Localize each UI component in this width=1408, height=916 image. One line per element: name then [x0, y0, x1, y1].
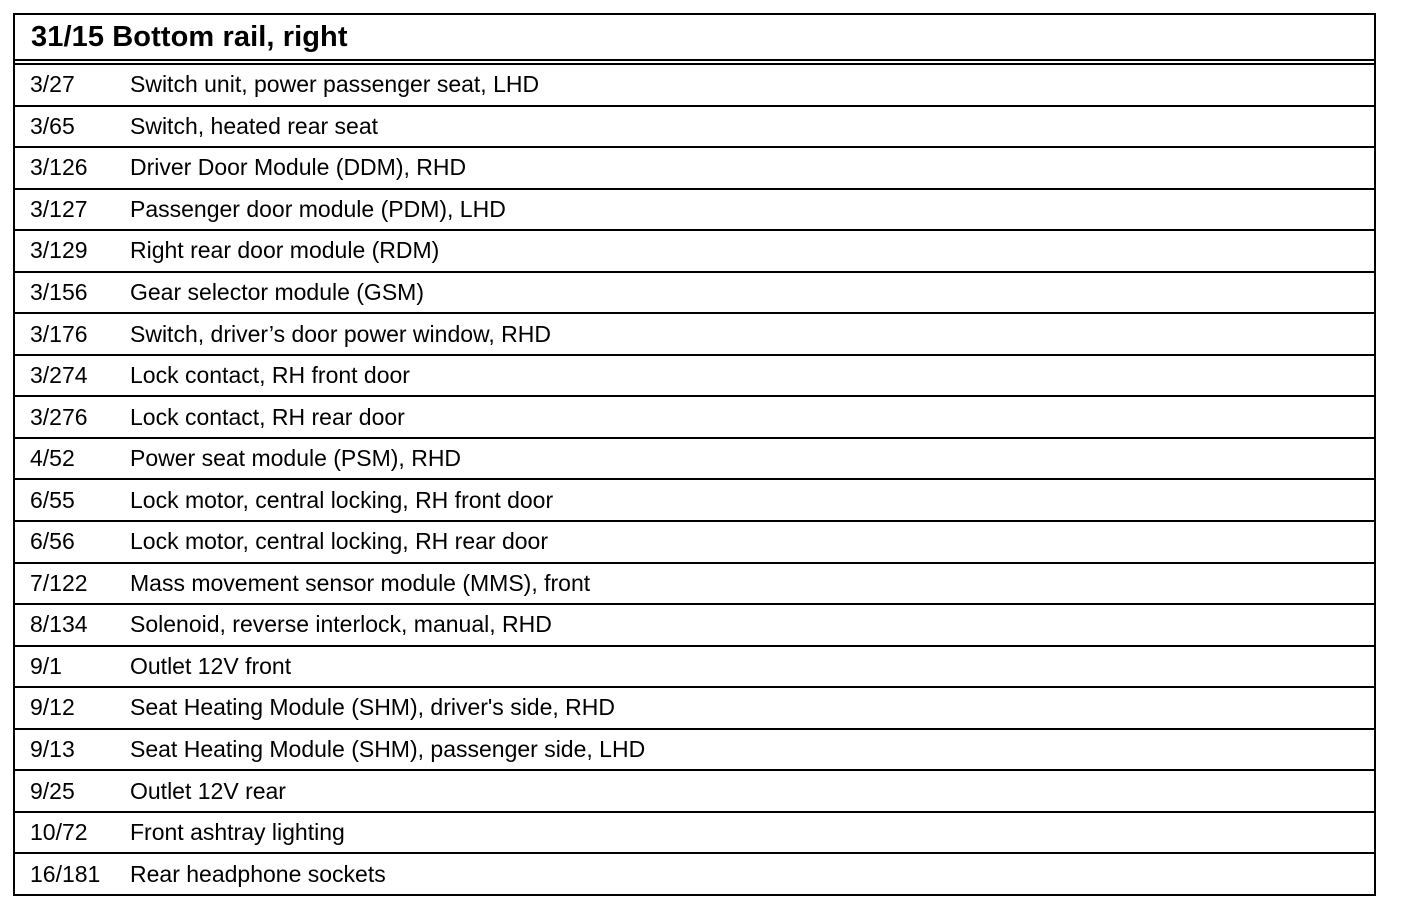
- table-row: [15, 852, 1374, 894]
- component-description: Lock contact, RH front door: [130, 362, 410, 389]
- component-description: Lock motor, central locking, RH front door: [130, 486, 554, 513]
- table-row: [15, 395, 1374, 437]
- component-code: 3/129: [30, 237, 88, 264]
- table-row: [15, 229, 1374, 271]
- component-description: Front ashtray lighting: [130, 819, 345, 846]
- table-row: [15, 188, 1374, 230]
- table-row: [15, 354, 1374, 396]
- table-row: [15, 769, 1374, 811]
- component-description: Switch, heated rear seat: [130, 112, 379, 139]
- component-description: Passenger door module (PDM), LHD: [130, 195, 506, 222]
- component-description: Outlet 12V front: [130, 652, 292, 679]
- component-description: Switch unit, power passenger seat, LHD: [130, 71, 540, 98]
- component-code: 9/12: [30, 694, 75, 721]
- component-description: Rear headphone sockets: [130, 860, 386, 887]
- component-code: 9/1: [30, 652, 62, 679]
- component-code: 3/27: [30, 71, 75, 98]
- table-row: [15, 312, 1374, 354]
- component-description: Solenoid, reverse interlock, manual, RHD: [130, 611, 552, 638]
- component-description: Gear selector module (GSM): [130, 279, 424, 305]
- component-description: Mass movement sensor module (MMS), front: [130, 569, 591, 596]
- table-title: 31/15 Bottom rail, right: [31, 20, 348, 53]
- component-description: Power seat module (PSM), RHD: [130, 445, 462, 472]
- component-code: 4/52: [30, 445, 75, 472]
- table-row: [15, 146, 1374, 188]
- table-row: [15, 562, 1374, 604]
- table-row: [15, 603, 1374, 645]
- table-row: [15, 105, 1374, 147]
- component-description: Right rear door module (RDM): [130, 237, 440, 264]
- table-row: [15, 811, 1374, 853]
- table-row: [15, 65, 1374, 105]
- component-code: 8/134: [30, 611, 88, 638]
- component-description: Lock contact, RH rear door: [130, 403, 405, 430]
- component-code: 3/176: [30, 320, 88, 347]
- component-code: 3/127: [30, 195, 88, 222]
- table-row: [15, 478, 1374, 520]
- component-description: Outlet 12V rear: [130, 777, 286, 804]
- component-code: 3/274: [30, 362, 88, 389]
- component-description: Seat Heating Module (SHM), passenger side, LHD: [130, 736, 646, 763]
- table-row: [15, 437, 1374, 479]
- component-code: 3/276: [30, 403, 88, 430]
- component-code: 3/65: [30, 112, 75, 139]
- table-row: [15, 728, 1374, 770]
- table-row: [15, 520, 1374, 562]
- table-body: [15, 65, 1374, 894]
- component-code: 16/181: [30, 860, 101, 887]
- component-code: 10/72: [30, 819, 88, 846]
- component-description: Driver Door Module (DDM), RHD: [130, 154, 467, 181]
- component-code: 6/55: [30, 486, 75, 513]
- component-code: 9/13: [30, 736, 75, 763]
- component-code: 7/122: [30, 569, 88, 596]
- component-code: 3/126: [30, 154, 88, 181]
- component-table: [13, 13, 1376, 896]
- table-row: [15, 271, 1374, 313]
- component-description: Switch, driver’s door power window, RHD: [130, 320, 551, 347]
- table-row: [15, 645, 1374, 687]
- component-code: 9/25: [30, 777, 75, 804]
- component-code: 3/156: [30, 279, 88, 305]
- component-description: Seat Heating Module (SHM), driver's side, RHD: [130, 694, 615, 721]
- component-code: 6/56: [30, 528, 75, 555]
- component-description: Lock motor, central locking, RH rear door: [130, 528, 549, 555]
- table-row: [15, 686, 1374, 728]
